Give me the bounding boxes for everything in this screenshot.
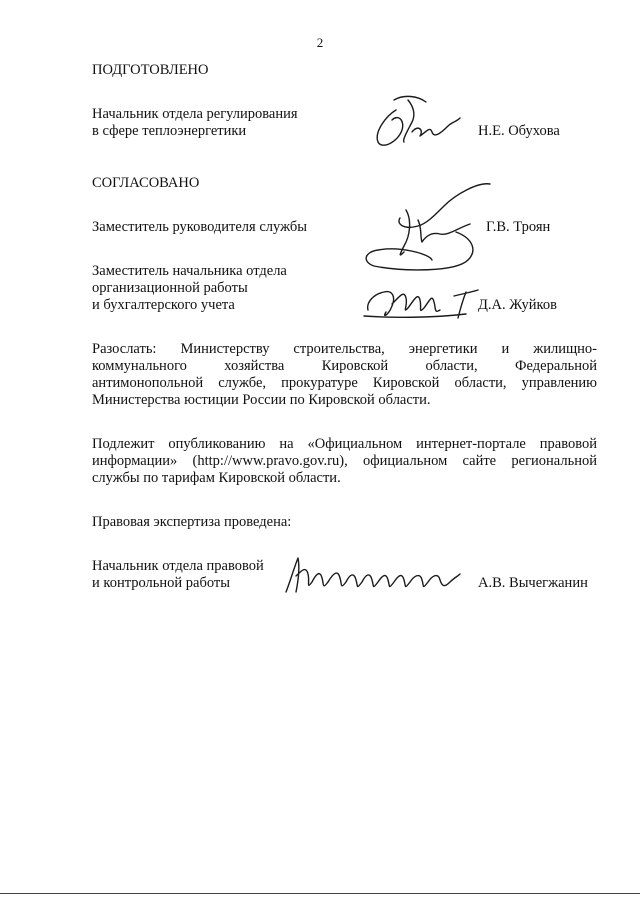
legal-review-position-line-1: Начальник отдела правовой <box>92 558 264 574</box>
agreed-signer-1-name: Г.В. Троян <box>486 219 551 235</box>
bottom-edge-rule <box>0 893 640 894</box>
publication-line-2: информации» (http://www.pravo.gov.ru), официальном сайте региональной <box>92 453 597 469</box>
legal-review-position-line-2: и контрольной работы <box>92 575 230 591</box>
agreed-signer-2-name: Д.А. Жуйков <box>478 297 557 313</box>
page-number: 2 <box>316 35 324 50</box>
distribution-line-2: коммунального хозяйства Кировской области, Федеральной <box>92 358 597 374</box>
publication-line-3: службы по тарифам Кировской области. <box>92 470 341 486</box>
legal-review-name: А.В. Вычегжанин <box>478 575 588 591</box>
signature-troyan <box>360 180 500 280</box>
agreed-signer-2-position-line-2: организационной работы <box>92 280 248 296</box>
prepared-position-line-1: Начальник отдела регулирования <box>92 106 298 122</box>
distribution-line-3: антимонопольной службе, прокуратуре Кировской области, управлению <box>92 375 597 391</box>
agreed-heading: СОГЛАСОВАНО <box>92 175 200 191</box>
prepared-name: Н.Е. Обухова <box>478 123 560 139</box>
distribution-line-1: Разослать: Министерству строительства, энергетики и жилищно- <box>92 341 597 357</box>
distribution-line-4: Министерства юстиции России по Кировской области. <box>92 392 431 408</box>
distribution-paragraph <box>92 341 597 409</box>
signature-zhuikov <box>362 278 482 322</box>
agreed-signer-1-position-line-1: Заместитель руководителя службы <box>92 219 308 235</box>
signature-vychegzhanin <box>282 552 462 596</box>
prepared-heading: ПОДГОТОВЛЕНО <box>92 62 209 78</box>
signature-obukhova <box>368 92 468 152</box>
publication-paragraph <box>92 436 597 487</box>
agreed-signer-2-position-line-3: и бухгалтерского учета <box>92 297 235 313</box>
legal-review-statement: Правовая экспертиза проведена: <box>92 514 292 530</box>
publication-line-1: Подлежит опубликованию на «Официальном интернет-портале правовой <box>92 436 597 452</box>
prepared-position-line-2: в сфере теплоэнергетики <box>92 123 247 139</box>
agreed-signer-2-position-line-1: Заместитель начальника отдела <box>92 263 287 279</box>
